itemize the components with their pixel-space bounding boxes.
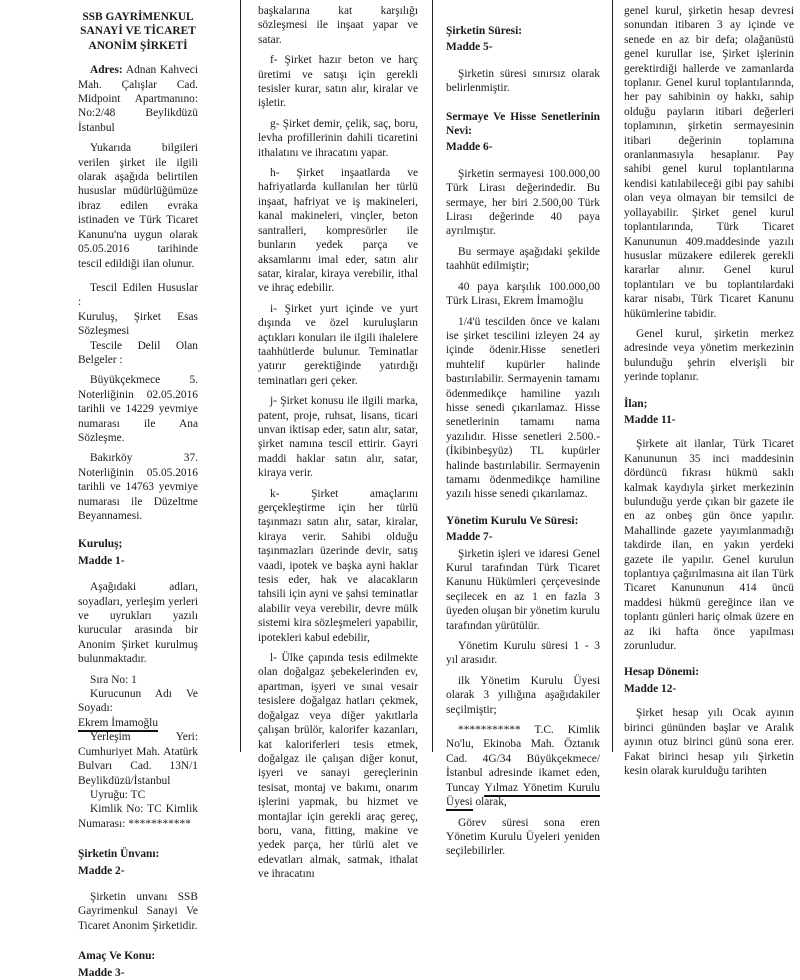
address-text: Adnan Kahveci Mah. Çalışlar Cad. Midpoint Apartmanıno: No:2/48 Beylikdüzü İstanbul (78, 64, 198, 134)
madde-6-heading: Madde 6- (446, 141, 493, 154)
sermaye-paragraph-1: Şirketin sermayesi 100.000,00 Türk Lirası değerindedir. Bu sermaye, her biri 2.500,00 Türk Lirası değerinde 40 paya ayrılmıştır. (446, 167, 600, 238)
uyrugu: Uyruğu: TC (90, 788, 146, 801)
col2-paragraph-f: f- Şirket hazır beton ve harç üretimi ve satışı için gerekli tesisler kurar, satın alır, kiralar ve işletir. (258, 54, 418, 110)
sermaye-paragraph-2: Bu sermaye aşağıdaki şekilde taahhüt edilmiştir; (446, 245, 600, 273)
sira-no: Sıra No: 1 (90, 673, 137, 686)
col2-paragraph-l: l- Ülke çapında tesis edilmekte olan doğalgaz şebekelerinden ev, apartman, işyeri ve sınai vesair tesislere doğalgaz hatları çekmek, doğalgaz veya diğer yakıtlarla çalışan brülör, kalorifer kazanları, kat kaloriferleri tesis etmek, doğalgaz ile çalışan diğer konut, işyeri ve sanayi gereçlerinin tesisat, montaj ve bakımı, onarım işlerini yapmak, bu hizmet ve montajlar için gerekli araç gereç, boru, vana, fitting, makine ve yedek parça, her türlü alet ve edevatları almak, satmak, ithalat ve ihracatını (258, 652, 418, 881)
col2-paragraph-1: başkalarına kat karşılığı sözleşmesi ile inşaat yapar ve satar. (258, 5, 418, 46)
madde-2-text: Şirketin unvanı SSB Gayrimenkul Sanayi Ve Ticaret Anonim Şirketidir. (78, 890, 198, 932)
uye-details: *********** T.C. Kimlik No'lu, Ekinoba Mah. Öztanık Cad. 4G/34 Büyükçekmece/İstanbul adresinde ikamet eden, Tuncay (446, 724, 600, 794)
company-title: SSB GAYRİMENKUL SANAYİ VE TİCARET ANONİM ŞİRKETİ (80, 11, 196, 52)
tescil-block (78, 281, 198, 367)
kurulus-heading: Kuruluş; (78, 538, 123, 551)
unvan-heading: Şirketin Ünvanı: (78, 848, 160, 861)
kimlik-no: Kimlik No: TC Kimlik Numarası: *********** (78, 803, 198, 830)
tescil-line-1: Tescil Edilen Hususlar : (78, 281, 198, 309)
yerlesim-yeri: Yerleşim Yeri: Cumhuriyet Mah. Atatürk Bulvarı Cad. 13N/1 Beylikdüzü/İstanbul (78, 731, 198, 787)
kurucu-name: Ekrem İmamoğlu (78, 717, 158, 732)
madde-5-heading: Madde 5- (446, 41, 493, 54)
uye-olarak: olarak, (475, 796, 507, 809)
madde-11-heading: Madde 11- (624, 413, 676, 426)
col2-paragraph-k: k- Şirket amaçlarını gerçekleştirme için her türlü taşınmazı satın alır, satar, kiralar, kiraya verir. Sahibi olduğu taşınmazları üzerinde devir, satış vaadi, ipotek ve başka ayni haklar tesis eder, hak ve alacakların tahsili için ayni ve şahsi teminatlar alabilir veya verebilir, devre mülk sistemi kira sözleşmeleri yapabilir, ipotekleri kabul edebilir, (258, 487, 418, 644)
yonetim-paragraph-1: Şirketin işleri ve idaresi Genel Kurul tarafından Türk Ticaret Kanunu Hükümleri çerçevesinde seçilecek en az 1 en fazla 3 üyeden oluşan bir yönetim kurulu tarafından yürütülür. (446, 547, 600, 632)
tescil-line-3: Tescile Delil Olan Belgeler : (78, 339, 198, 366)
genel-kurul-paragraph-1: genel kurul, şirketin hesap devresi sonundan itibaren 3 ay içinde ve senede en az bir defa; olağanüstü genel kurullar ise, Şirket işlerinin gerektirdiği hallerde ve zamanlarda toplanır. Genel kurul toplantılarında, her pay sahibinin oy hakkı, sahip olduğu payların itibari değerleri toplamının, şirketin sermayesinin itibari değerinin toplamına oranlanmasıyla hesaplanır. Pay sahibi genel kurul toplantılarına kendisi katılabileceği gibi pay sahibi olan veya olmayan bir temsilci de yollayabilir. Şirket genel kurul toplantılarında, Türk Ticaret Kanununun 409.maddesinde yazılı hususlar müzakere edilerek gerekli kararlar alınır. Genel kurul toplantıları ve bu toplantılardaki karar nisabı, Türk Ticaret Kanunu hükümlerine tabidir. (624, 5, 794, 320)
madde-2-heading: Madde 2- (78, 864, 125, 877)
ilan-paragraph: Şirkete ait ilanlar, Türk Ticaret Kanununun 35 inci maddesinin dördüncü fıkrası hükmü saklı kalmak kaydıyla şirket merkezinin bulunduğu yerde çıkan bir gazete ile en az onbeş gün önce yapılır. Mahallinde gazete yayımlanmadığı takdirde ilan, en yakın yerdeki gazete ile yapılır. Genel kurulun toplantıya çağırılmasına ait ilan Türk Ticaret Kanununun 414 üncü maddesi hükmü gereğince ilan ve toplantı günleri hariç olmak üzere en az iki hafta önce yapılması zorunludur. (624, 438, 794, 653)
column-divider-3 (612, 0, 613, 752)
column-1 (0, 0, 208, 979)
column-divider-2 (432, 0, 433, 752)
kurucu-name-line (78, 716, 198, 730)
madde-5-text: Şirketin süresi sınırsız olarak belirlenmiştir. (446, 67, 600, 95)
kurucu-label: Kurucunun Adı Ve Soyadı: (78, 688, 198, 715)
col2-paragraph-j: j- Şirket konusu ile ilgili marka, patent, proje, ruhsat, lisans, ticari unvan iktisap eder, satın alır, satar, şirket namına tescil ettirir. Gayri maddi haklar satın alır, satar, kiraya verir. (258, 395, 418, 480)
amac-heading: Amaç Ve Konu: (78, 950, 156, 963)
yonetim-paragraph-5: Görev süresi sona eren Yönetim Kurulu Üyeleri yeniden seçilebilirler. (446, 816, 600, 858)
noter-2: Bakırköy 37. Noterliğinin 05.05.2016 tarihli ve 14763 yevmiye numarası ile Düzeltme Beyannamesi. (78, 452, 198, 522)
address (78, 63, 198, 135)
madde-3-heading: Madde 3- (78, 966, 125, 979)
hesap-heading: Hesap Dönemi: (624, 666, 699, 679)
uye-name-underlined: Yılmaz Yönetim Kurulu Üyesi (446, 782, 600, 811)
sermaye-heading: Sermaye Ve Hisse Senetlerinin Nevi: (446, 110, 600, 138)
yonetim-paragraph-2: Yönetim Kurulu süresi 1 - 3 yıl arasıdır. (446, 640, 600, 667)
madde-1-text: Aşağıdaki adları, soyadları, yerleşim yerleri ve uyrukları yazılı kurucular arasında bir Anonim Şirket kurulmuş bulunmaktadır. (78, 581, 198, 666)
genel-kurul-paragraph-2: Genel kurul, şirketin merkez adresinde veya yönetim merkezinin bulunduğu şehrin elverişli bir yerinde toplanır. (624, 327, 794, 384)
tescil-line-2: Kuruluş, Şirket Esas Sözleşmesi (78, 310, 198, 338)
hesap-paragraph: Şirket hesap yılı Ocak ayının birinci gününden başlar ve Aralık ayının otuz birinci günü sona erer. Fakat birinci hesap yılı Şirketin kesin olarak kurulduğu tarihten (624, 707, 794, 777)
madde-1-heading: Madde 1- (78, 554, 125, 567)
yonetim-heading: Yönetim Kurulu Ve Süresi: (446, 514, 579, 527)
yonetim-paragraph-4 (446, 723, 600, 809)
suresi-heading: Şirketin Süresi: (446, 25, 523, 37)
column-2 (248, 0, 428, 881)
col2-paragraph-i: i- Şirket yurt içinde ve yurt dışında ve özel kuruluşların açtıkları konuları ile ilgili ihalelere taahhütlerde bulunur. Teminatlar yatırır gerektiğinde yatırdığı teminatları geri çeker. (258, 302, 418, 387)
col2-paragraph-h: h- Şirket inşaatlarda ve hafriyatlarda kullanılan her türlü inşaat, hafriyat ve iş makineleri, kanal makineleri, vinçler, beton santralleri, kompresörler ile bunların yedek parça ve aksamlarını imal eder, satın alır satar, kiralar, kiraya verebilir, ithal ve ihraç edebilir. (258, 167, 418, 295)
noter-1: Büyükçekmece 5. Noterliğinin 02.05.2016 tarihli ve 14229 yevmiye numarası ile Ana Sözleşme. (78, 374, 198, 444)
col2-paragraph-g: g- Şirket demir, çelik, saç, boru, levha profillerinin dahili ticaretini ithalatını ve ihracatını yapar. (258, 117, 418, 159)
yonetim-paragraph-3: ilk Yönetim Kurulu Üyesi olarak 3 yıllığına aşağıdakiler seçilmiştir; (446, 674, 600, 716)
madde-7-heading: Madde 7- (446, 531, 493, 544)
madde-12-heading: Madde 12- (624, 682, 677, 695)
column-divider-1 (240, 0, 241, 752)
column-3 (436, 0, 610, 858)
intro-paragraph: Yukarıda bilgileri verilen şirket ile ilgili olarak aşağıda belirtilen hususlar müdürlüğümüze ibraz edilen evraka istinaden ve Türk Ticaret Kanunu'na uygun olarak 05.05.2016 tarihinde tescil edildiği ilan olunur. (78, 142, 198, 270)
sermaye-paragraph-4: 1/4'ü tescilden önce ve kalanı ise şirket tescilini izleyen 24 ay içinde ödenir.Hisse senetleri muhtelif kupürler halinde bastırılabilir. Sermayenin tamamı ödenmedikçe hamiline yazılı hisse senedi çıkarılamaz. Hisse senetlerinin tamamı nama yazılıdır. Hisse senetleri 2.500.-(İkibinbeşyüz) TL kupürler halinde bastırılabilir. Sermayenin tamamı ödenmedikçe hamiline yazılı hisse senedi çıkarılamaz. (446, 315, 600, 501)
ilan-heading: İlan; (624, 397, 648, 410)
address-label: Adres: (90, 64, 123, 77)
column-4 (614, 0, 800, 777)
sermaye-paragraph-3: 40 paya karşılık 100.000,00 Türk Lirası, Ekrem İmamoğlu (446, 280, 600, 308)
